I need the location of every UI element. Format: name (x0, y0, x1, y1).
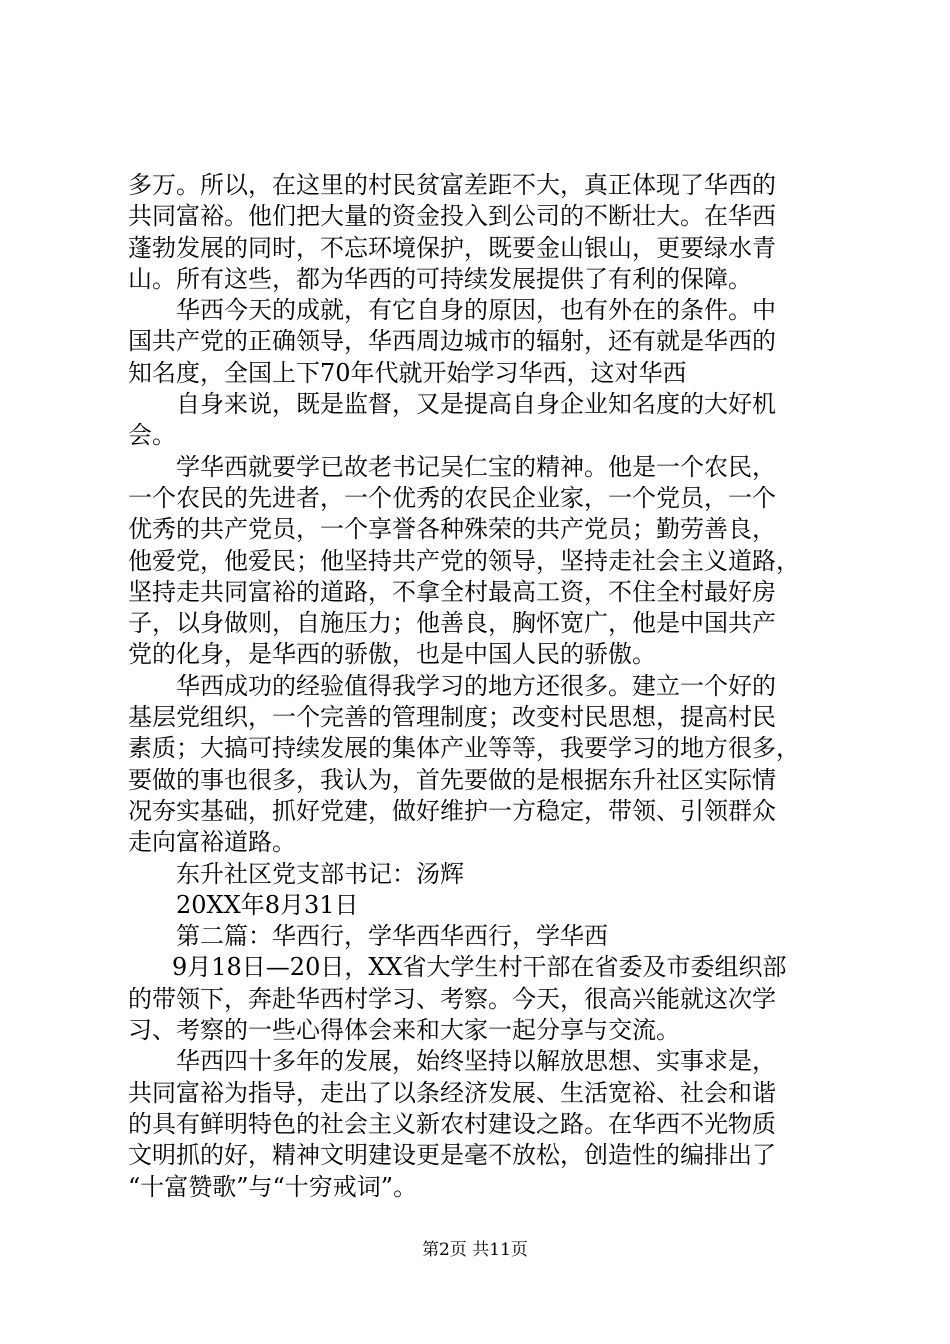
text-line: “十富赞歌”与“十穷戒词”。 (128, 1172, 418, 1201)
text-line: 要做的事也很多，我认为，首先要做的是根据东升社区实际情 (128, 765, 776, 794)
text-line: 素质；大搞可持续发展的集体产业等等，我要学习的地方很多， (128, 734, 800, 763)
text-line: 9月18日—20日，XX省大学生村干部在省委及市委组织部 (172, 953, 787, 982)
text-line: 子，以身做则，自施压力；他善良，胸怀宽广，他是中国共产 (128, 609, 776, 638)
text-line: 山。所有这些，都为华西的可持续发展提供了有利的保障。 (128, 264, 752, 293)
text-line: 坚持走共同富裕的道路，不拿全村最高工资，不住全村最好房 (128, 577, 776, 606)
text-line: 知名度，全国上下70年代就开始学习华西，这对华西 (128, 358, 687, 387)
text-line: 华西四十多年的发展，始终坚持以解放思想、实事求是， (176, 1047, 776, 1076)
text-line: 基层党组织，一个完善的管理制度；改变村民思想，提高村民 (128, 703, 776, 732)
text-line: 华西成功的经验值得我学习的地方还很多。建立一个好的 (176, 671, 776, 700)
text-line: 华西今天的成就，有它自身的原因，也有外在的条件。中 (176, 296, 776, 325)
text-line: 自身来说，既是监督，又是提高自身企业知名度的大好机 (176, 390, 776, 419)
text-line: 习、考察的一些心得体会来和大家一起分享与交流。 (128, 1016, 680, 1045)
text-line: 况夯实基础，抓好党建，做好维护一方稳定，带领、引领群众 (128, 796, 776, 825)
date-line: 20XX年8月31日 (176, 890, 359, 919)
page-number-footer: 第2页 共11页 (422, 1240, 528, 1260)
text-line: 党的化身，是华西的骄傲，也是中国人民的骄傲。 (128, 640, 656, 669)
text-line: 共同富裕。他们把大量的资金投入到公司的不断壮大。在华西 (128, 202, 776, 231)
text-line: 共同富裕为指导，走出了以条经济发展、生活宽裕、社会和谐 (128, 1078, 776, 1107)
document-body (128, 170, 828, 1203)
text-line: 学华西就要学已故老书记吴仁宝的精神。他是一个农民， (176, 452, 776, 481)
text-line: 他爱党，他爱民；他坚持共产党的领导，坚持走社会主义道路， (128, 546, 800, 575)
text-line: 走向富裕道路。 (128, 828, 296, 857)
signature-line: 东升社区党支部书记：汤辉 (176, 859, 464, 888)
text-line: 蓬勃发展的同时，不忘环境保护，既要金山银山，更要绿水青 (128, 233, 776, 262)
text-line: 的具有鲜明特色的社会主义新农村建设之路。在华西不光物质 (128, 1109, 776, 1138)
text-line: 会。 (128, 421, 176, 450)
text-line: 优秀的共产党员，一个享誉各种殊荣的共产党员；勤劳善良， (128, 515, 776, 544)
section-heading: 第二篇：华西行，学华西华西行，学华西 (176, 922, 608, 951)
text-line: 一个农民的先进者，一个优秀的农民企业家，一个党员，一个 (128, 483, 776, 512)
text-line: 国共产党的正确领导，华西周边城市的辐射，还有就是华西的 (128, 327, 776, 356)
text-line: 的带领下，奔赴华西村学习、考察。今天，很高兴能就这次学 (128, 984, 776, 1013)
text-line: 文明抓的好，精神文明建设更是毫不放松，创造性的编排出了 (128, 1141, 776, 1170)
text-line: 多万。所以，在这里的村民贫富差距不大，真正体现了华西的 (128, 171, 776, 199)
